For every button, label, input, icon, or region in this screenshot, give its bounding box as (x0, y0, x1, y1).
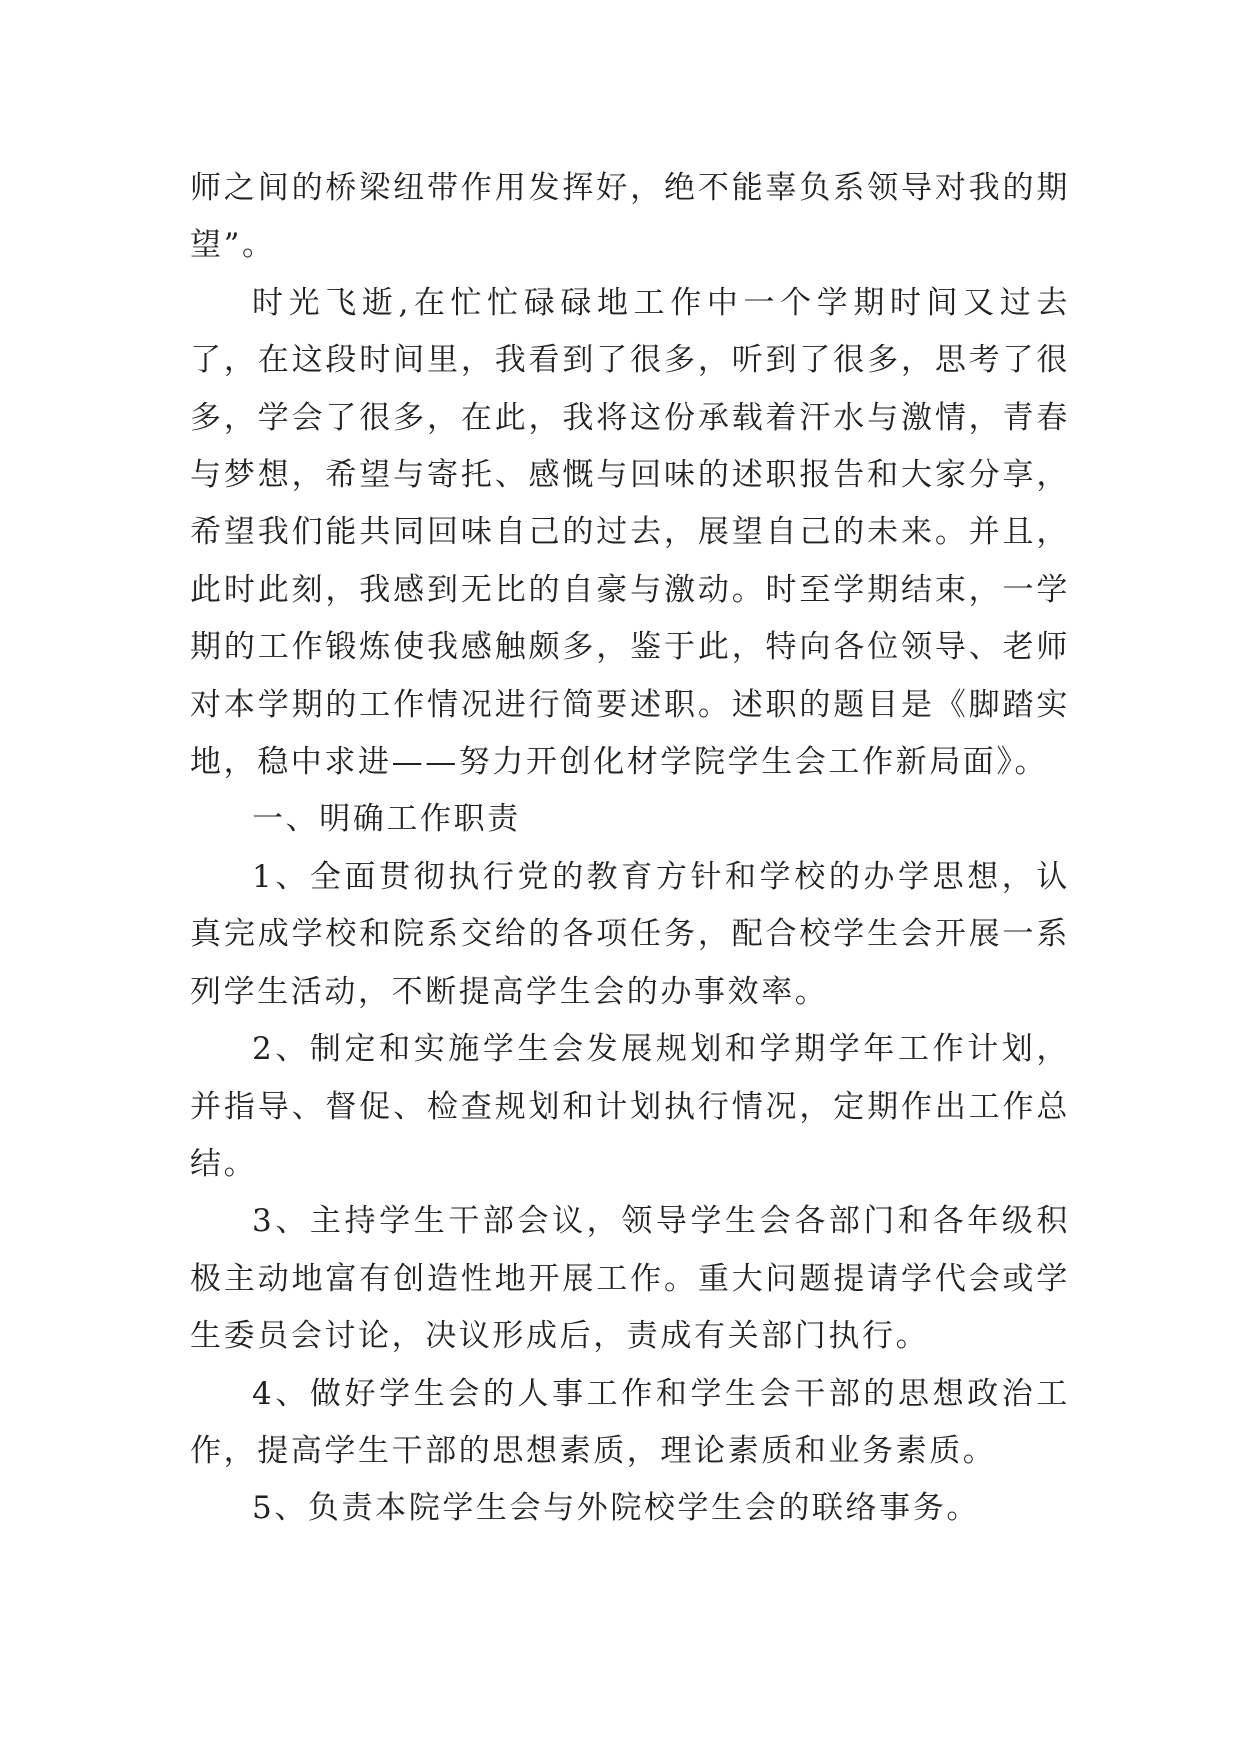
list-item: 3、主持学生干部会议，领导学生会各部门和各年级积极主动地富有创造性地开展工作。重大问题提请学代会或学生委员会讨论，决议形成后，责成有关部门执行。 (190, 1203, 1070, 1355)
section-heading: 一、明确工作职责 (252, 801, 521, 838)
document-body (190, 160, 1070, 1538)
list-item: 2、制定和实施学生会发展规划和学期学年工作计划，并指导、督促、检查规划和计划执行情况，定期作出工作总结。 (190, 1031, 1070, 1182)
paragraph-continuation: 师之间的桥梁纽带作用发挥好，绝不能辜负系领导对我的期望”。 (190, 170, 1070, 264)
list-item: 5、负责本院学生会与外院校学生会的联络事务。 (252, 1490, 980, 1527)
list-item: 4、做好学生会的人事工作和学生会干部的思想政治工作，提高学生干部的思想素质，理论素质和业务素质。 (190, 1375, 1070, 1469)
paragraph-intro: 时光飞逝,在忙忙碌碌地工作中一个学期时间又过去了，在这段时间里，我看到了很多，听到了很多，思考了很多，学会了很多，在此，我将这份承载着汗水与激情，青春与梦想，希望与寄托、感慨与回味的述职报告和大家分享，希望我们能共同回味自己的过去，展望自己的未来。并且，此时此刻，我感到无比的自豪与激动。时至学期结束，一学期的工作锻炼使我感触颇多，鉴于此，特向各位领导、老师对本学期的工作情况进行简要述职。述职的题目是《脚踏实地，稳中求进——努力开创化材学院学生会工作新局面》。 (190, 284, 1070, 781)
list-item: 1、全面贯彻执行党的教育方针和学校的办学思想，认真完成学校和院系交给的各项任务，配合校学生会开展一系列学生活动，不断提高学生会的办事效率。 (190, 858, 1070, 1010)
